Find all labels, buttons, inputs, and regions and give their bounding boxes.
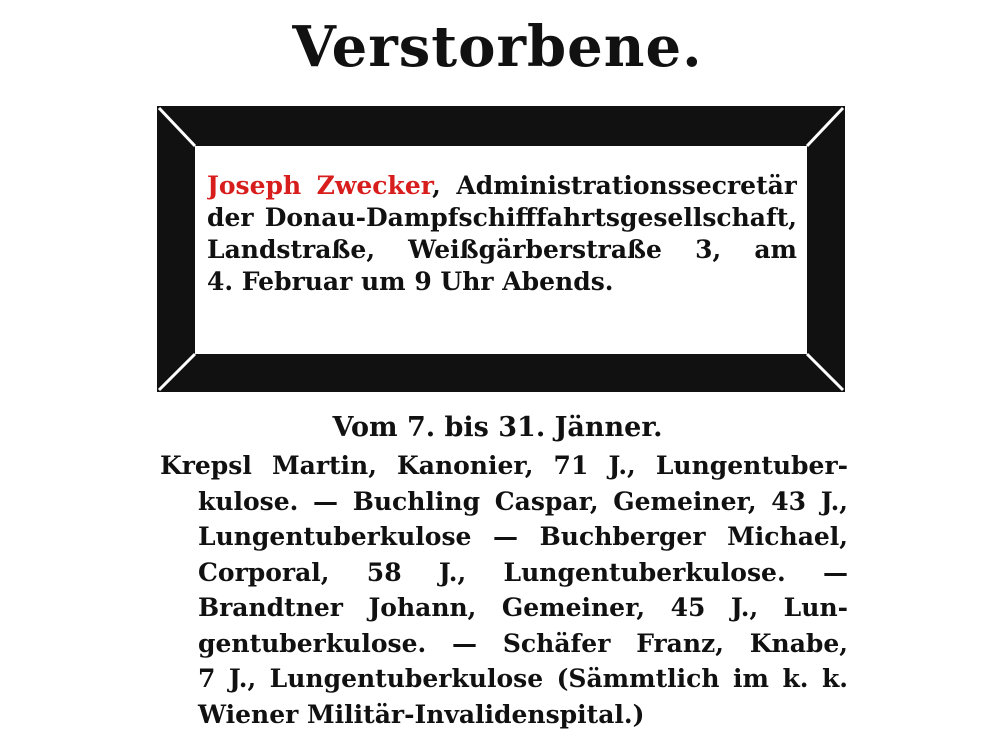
list-line: 7 J., Lungentuberkulose (Sämmtlich im k. k. — [198, 664, 848, 693]
notice-text-1: Administrationssecretär — [456, 171, 797, 200]
notice-line-2: der Donau-Dampfschifffahrtsgesellschaft, — [207, 203, 797, 232]
list-line: kulose. — Buchling Caspar, Gemeiner, 43 J., — [198, 486, 848, 516]
notice-line-1 — [207, 170, 797, 202]
list-line: Brandtner Johann, Gemeiner, 45 J., Lun- — [198, 593, 848, 622]
list-line: Wiener Militär-Invalidenspital.) — [198, 699, 645, 729]
name-comma: , — [432, 171, 441, 200]
list-line: Lungentuberkulose — Buchberger Michael, — [198, 522, 848, 551]
date-range-heading: Vom 7. bis 31. Jänner. — [332, 412, 663, 443]
deceased-list — [160, 448, 848, 732]
page-title: Verstorbene. — [292, 14, 703, 80]
death-notice — [207, 170, 797, 298]
notice-line-3: Landstraße, Weißgärberstraße 3, am — [207, 235, 797, 264]
list-line: Krepsl Martin, Kanonier, 71 J., Lungentuber- — [160, 451, 848, 480]
notice-line-4: 4. Februar um 9 Uhr Abends. — [207, 267, 614, 296]
deceased-name: Joseph Zwecker — [207, 171, 433, 200]
list-line: gentuberkulose. — Schäfer Franz, Knabe, — [198, 628, 848, 658]
list-line: Corporal, 58 J., Lungentuberkulose. — — [198, 557, 848, 587]
